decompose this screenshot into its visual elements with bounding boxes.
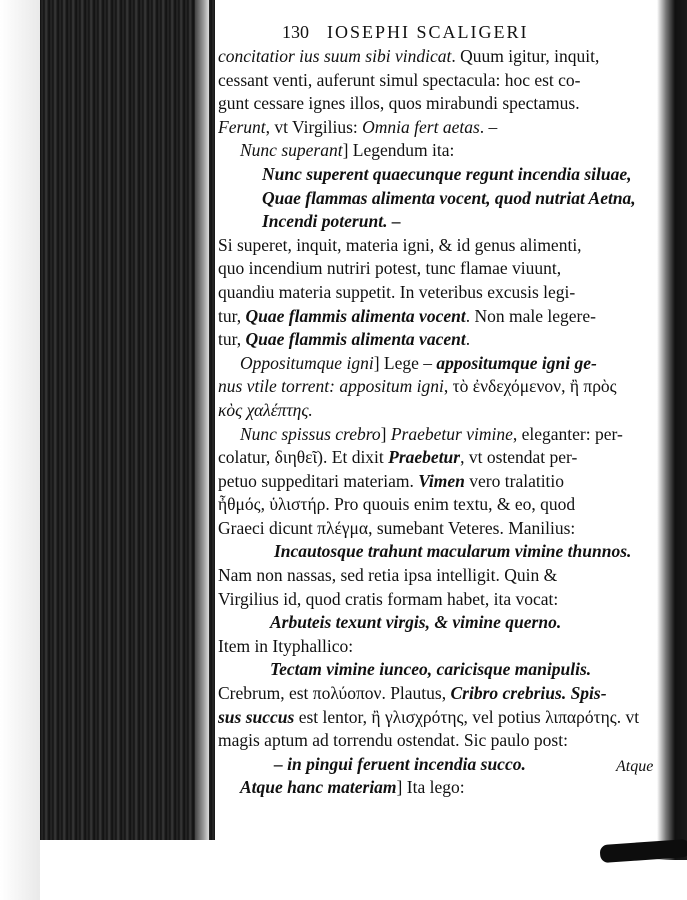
text-line: nus vtile torrent: appositum igni, τὸ ἐνδεχόμενον, ἢ πρὸς xyxy=(218,376,617,397)
text-line: Item in Ityphallico: xyxy=(218,635,354,656)
running-title: IOSEPHI SCALIGERI xyxy=(327,22,529,42)
book-gutter-shadow xyxy=(40,0,215,840)
verse-line: Quae flammas alimenta vocent, quod nutriat Aetna, xyxy=(262,187,636,208)
text-line: quo incendium nutriri potest, tunc flamae viuunt, xyxy=(218,258,562,279)
page-number: 130 xyxy=(282,22,309,42)
text-line: Virgilius id, quod cratis formam habet, ita vocat: xyxy=(218,588,559,609)
text-line: Nam non nassas, sed retia ipsa intelligit. Quin & xyxy=(218,565,558,586)
text-line: sus succus est lentor, ἢ γλισχρότης, vel potius λιπαρότης. vt xyxy=(218,706,640,727)
text-line: tur, Quae flammis alimenta vocent. Non male legere- xyxy=(218,305,596,326)
text-line: Atque hanc materiam] Ita lego: xyxy=(240,777,465,798)
text-line: Graeci dicunt πλέγμα, sumebant Veteres. Manilius: xyxy=(218,517,576,538)
scan-left-margin xyxy=(0,0,40,900)
text-line: colatur, διηθεῖ). Et dixit Praebetur, vt ostendat per- xyxy=(218,447,578,468)
verse-line: Nunc superent quaecunque regunt incendia siluae, xyxy=(262,163,632,184)
text-line: quandiu materia suppetit. In veteribus excusis legi- xyxy=(218,281,576,302)
catchword: Atque xyxy=(616,758,654,775)
text-line: κὸς χαλέπτης. xyxy=(218,399,313,420)
text-line: cessant venti, auferunt simul spectacula: hoc est co- xyxy=(218,69,581,90)
text-line: Si superet, inquit, materia igni, & id genus alimenti, xyxy=(218,234,582,255)
text-line: concitatior ius suum sibi vindicat. Quum igitur, inquit, xyxy=(218,46,600,66)
text-line: Crebrum, est πολύοπον. Plautus, Cribro crebrius. Spis- xyxy=(218,683,607,704)
text-line: petuo suppeditari materiam. Vimen vero tralatitio xyxy=(218,470,565,491)
text-line: Oppositumque igni] Lege – appositumque igni ge- xyxy=(240,352,597,373)
scan-right-edge xyxy=(657,0,687,860)
book-page xyxy=(218,22,658,842)
text-line: Nunc superant] Legendum ita: xyxy=(240,140,455,161)
text-line: gunt cessare ignes illos, quos mirabundi spectamus. xyxy=(218,93,580,114)
text-line: ἦθμός, ὑλιστήρ. Pro quouis enim textu, & eo, quod xyxy=(218,494,576,515)
text-line: Ferunt, vt Virgilius: Omnia fert aetas. – xyxy=(218,116,498,137)
verse-line: Incendi poterunt. – xyxy=(262,211,401,232)
verse-line: – in pingui feruent incendia succo. xyxy=(274,753,526,774)
verse-line: Incautosque trahunt macularum vimine thunnos. xyxy=(274,541,632,562)
text-line: Nunc spissus crebro] Praebetur vimine, eleganter: per- xyxy=(240,423,623,444)
page-fold-edge xyxy=(195,0,209,840)
verse-line: Arbuteis texunt virgis, & vimine querno. xyxy=(270,612,562,633)
text-line: magis aptum ad torrendu ostendat. Sic paulo post: xyxy=(218,730,568,751)
running-head xyxy=(282,22,658,43)
text-line: tur, Quae flammis alimenta vacent. xyxy=(218,329,471,350)
verse-line: Tectam vimine iunceo, caricisque manipulis. xyxy=(270,659,592,680)
